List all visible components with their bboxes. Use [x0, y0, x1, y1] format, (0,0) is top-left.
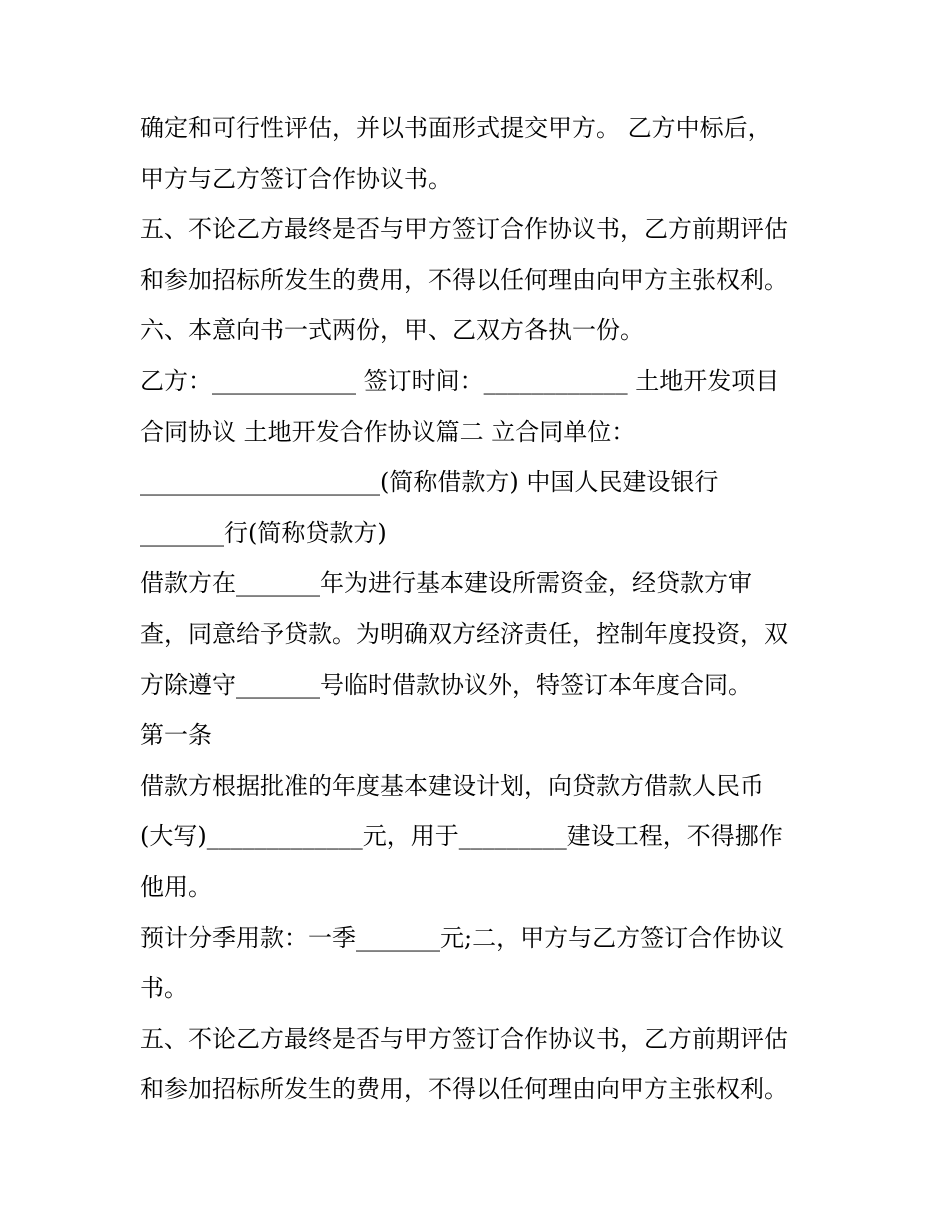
document-body: [140, 103, 830, 1115]
text-line: 他用。: [140, 872, 212, 901]
text-line: 书。: [140, 974, 188, 1003]
text-line: 借款方根据批准的年度基本建设计划，向贷款方借款人民币: [140, 771, 764, 800]
text-line: _______行(简称贷款方): [140, 518, 387, 547]
text-line: 五、不论乙方最终是否与甲方签订合作协议书，乙方前期评估: [140, 215, 788, 244]
text-line: 借款方在_______年为进行基本建设所需资金，经贷款方审: [140, 569, 752, 598]
text-line: 五、不论乙方最终是否与甲方签订合作协议书，乙方前期评估: [140, 1024, 788, 1053]
text-line: 和参加招标所发生的费用，不得以任何理由向甲方主张权利。: [140, 265, 788, 294]
text-line: 合同协议 土地开发合作协议篇二 立合同单位：: [140, 417, 636, 446]
text-line: 预计分季用款：一季_______元;二，甲方与乙方签订合作协议: [140, 923, 785, 952]
text-line: 甲方与乙方签订合作协议书。: [140, 164, 452, 193]
text-line: 查，同意给予贷款。为明确双方经济责任，控制年度投资，双: [140, 619, 788, 648]
text-line: 确定和可行性评估，并以书面形式提交甲方。 乙方中标后，: [140, 114, 772, 142]
text-line: ____________________(简称借款方) 中国人民建设银行: [140, 468, 719, 497]
text-line: 方除遵守_______号临时借款协议外，特签订本年度合同。: [140, 670, 752, 699]
text-line: 乙方：____________ 签订时间：____________ 土地开发项目: [140, 366, 780, 395]
text-line: 和参加招标所发生的费用，不得以任何理由向甲方主张权利。: [140, 1075, 788, 1104]
text-line: 六、本意向书一式两份，甲、乙双方各执一份。: [140, 316, 644, 345]
text-line: (大写)_____________元，用于_________建设工程，不得挪作: [140, 822, 783, 851]
section-heading: 第一条: [140, 721, 212, 750]
